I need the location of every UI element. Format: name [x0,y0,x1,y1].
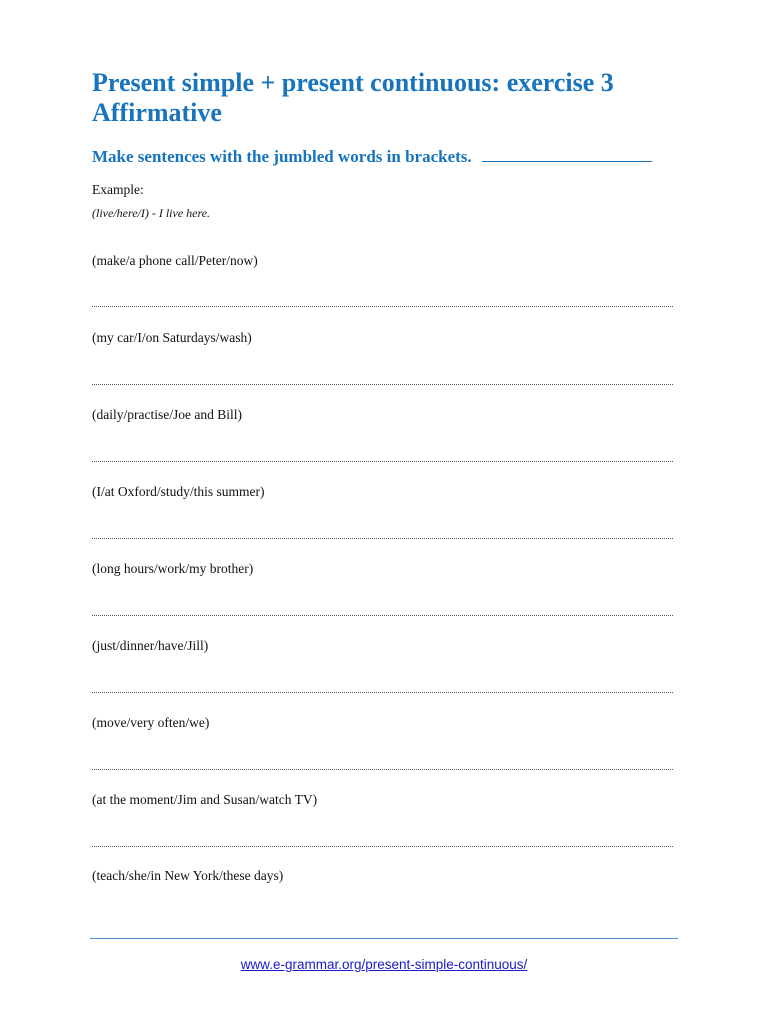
instructions [92,146,712,168]
name-blank-line [482,146,652,162]
page-title [92,68,732,128]
answer-line-3[interactable] [92,461,673,462]
answer-line-6[interactable] [92,692,673,693]
footer-link[interactable]: www.e-grammar.org/present-simple-continuous/ [240,957,528,972]
example-text: (live/here/I) - I live here. [92,206,211,220]
question-6: (just/dinner/have/Jill) [92,638,209,653]
answer-line-2[interactable] [92,384,673,385]
instructions-text: Make sentences with the jumbled words in brackets. [92,147,472,166]
answer-line-8[interactable] [92,846,673,847]
question-5: (long hours/work/my brother) [92,561,254,576]
answer-line-7[interactable] [92,769,673,770]
question-3: (daily/practise/Joe and Bill) [92,407,242,422]
example-label: Example: [92,182,144,197]
title-line-2: Affirmative [92,98,222,127]
question-4: (I/at Oxford/study/this summer) [92,484,265,499]
footer-divider [90,938,678,939]
question-8: (at the moment/Jim and Susan/watch TV) [92,792,318,807]
footer [0,957,768,973]
answer-line-5[interactable] [92,615,673,616]
question-1: (make/a phone call/Peter/now) [92,253,258,268]
answer-line-1[interactable] [92,306,673,307]
title-line-1: Present simple + present continuous: exercise 3 [92,68,614,97]
question-9: (teach/she/in New York/these days) [92,868,284,883]
question-2: (my car/I/on Saturdays/wash) [92,330,252,345]
answer-line-4[interactable] [92,538,673,539]
question-7: (move/very often/we) [92,715,210,730]
